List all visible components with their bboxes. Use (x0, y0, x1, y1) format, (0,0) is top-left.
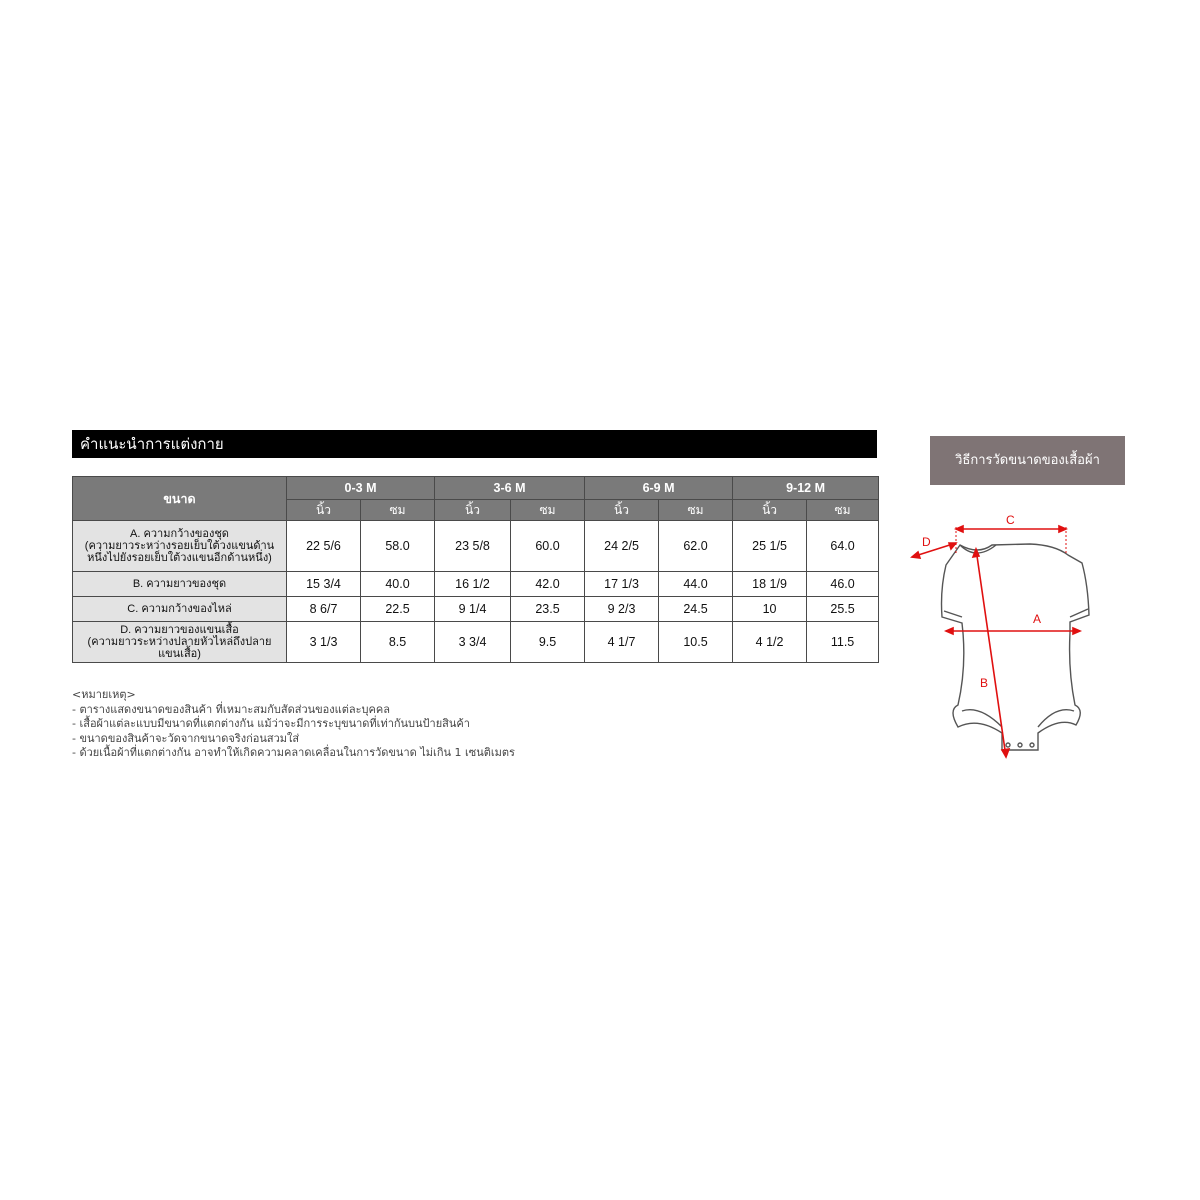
table-cell: 42.0 (511, 572, 585, 597)
table-row (73, 521, 879, 572)
unit-header: ซม (361, 500, 435, 521)
size-header: ขนาด (73, 477, 287, 521)
unit-header: ซม (659, 500, 733, 521)
table-cell: 3 1/3 (287, 622, 361, 663)
unit-header: นิ้ว (733, 500, 807, 521)
table-row (73, 597, 879, 622)
row-label: C. ความกว้างของไหล่ (73, 597, 287, 622)
table-cell: 23 5/8 (435, 521, 511, 572)
note-item: - ตารางแสดงขนาดของสินค้า ที่เหมาะสมกับสัดส่วนของแต่ละบุคคล (72, 702, 390, 716)
table-row (73, 572, 879, 597)
table-cell: 46.0 (807, 572, 879, 597)
row-label: A. ความกว้างของชุด (ความยาวระหว่างรอยเย็บใต้วงแขนด้าน หนึ่งไปยังรอยเย็บใต้วงแขนอีกด้านหนึ่ง) (73, 521, 287, 572)
table-cell: 58.0 (361, 521, 435, 572)
table-cell: 64.0 (807, 521, 879, 572)
note-item: - เสื้อผ้าแต่ละแบบมีขนาดที่แตกต่างกัน แม้ว่าจะมีการระบุขนาดที่เท่ากันบนป้ายสินค้า (72, 717, 470, 730)
table-cell: 4 1/2 (733, 622, 807, 663)
table-cell: 24 2/5 (585, 521, 659, 572)
table-cell: 11.5 (807, 622, 879, 663)
unit-header: ซม (511, 500, 585, 521)
table-cell: 60.0 (511, 521, 585, 572)
label-a: A (1033, 612, 1042, 626)
size-chart-table (72, 476, 879, 663)
table-cell: 9.5 (511, 622, 585, 663)
table-cell: 22 5/6 (287, 521, 361, 572)
unit-header: ซม (807, 500, 879, 521)
unit-header: นิ้ว (287, 500, 361, 521)
bodysuit-outline (942, 544, 1090, 750)
table-cell: 18 1/9 (733, 572, 807, 597)
table-cell: 25 1/5 (733, 521, 807, 572)
table-cell: 15 3/4 (287, 572, 361, 597)
notes-heading: <หมายเหตุ> (72, 688, 136, 701)
table-row (73, 622, 879, 663)
unit-header: นิ้ว (585, 500, 659, 521)
size-group-header: 3-6 M (435, 477, 585, 500)
unit-header: นิ้ว (435, 500, 511, 521)
note-item: - ด้วยเนื้อผ้าที่แตกต่างกัน อาจทำให้เกิดความคลาดเคลื่อนในการวัดขนาด ไม่เกิน 1 เซนติเมตร (72, 746, 515, 759)
size-group-header: 9-12 M (733, 477, 879, 500)
table-cell: 25.5 (807, 597, 879, 622)
row-label: B. ความยาวของชุด (73, 572, 287, 597)
table-cell: 16 1/2 (435, 572, 511, 597)
table-cell: 8 6/7 (287, 597, 361, 622)
table-cell: 40.0 (361, 572, 435, 597)
table-cell: 23.5 (511, 597, 585, 622)
table-cell: 8.5 (361, 622, 435, 663)
table-cell: 62.0 (659, 521, 733, 572)
table-cell: 9 2/3 (585, 597, 659, 622)
page-title: คำแนะนำการแต่งกาย (72, 430, 877, 458)
how-to-measure-button[interactable]: วิธีการวัดขนาดของเสื้อผ้า (930, 436, 1125, 485)
notes (72, 688, 515, 761)
size-group-header: 0-3 M (287, 477, 435, 500)
table-cell: 24.5 (659, 597, 733, 622)
table-cell: 17 1/3 (585, 572, 659, 597)
note-item: - ขนาดของสินค้าจะวัดจากขนาดจริงก่อนสวมใส่ (72, 731, 300, 745)
table-cell: 3 3/4 (435, 622, 511, 663)
table-cell: 10.5 (659, 622, 733, 663)
row-label: D. ความยาวของแขนเสื้อ (ความยาวระหว่างปลายหัวไหล่ถึงปลาย แขนเสื้อ) (73, 622, 287, 663)
table-cell: 4 1/7 (585, 622, 659, 663)
table-cell: 9 1/4 (435, 597, 511, 622)
label-c: C (1006, 513, 1015, 527)
table-cell: 44.0 (659, 572, 733, 597)
table-cell: 10 (733, 597, 807, 622)
bodysuit-diagram (900, 505, 1125, 775)
size-group-header: 6-9 M (585, 477, 733, 500)
label-d: D (922, 535, 931, 549)
table-cell: 22.5 (361, 597, 435, 622)
label-b: B (980, 676, 989, 690)
